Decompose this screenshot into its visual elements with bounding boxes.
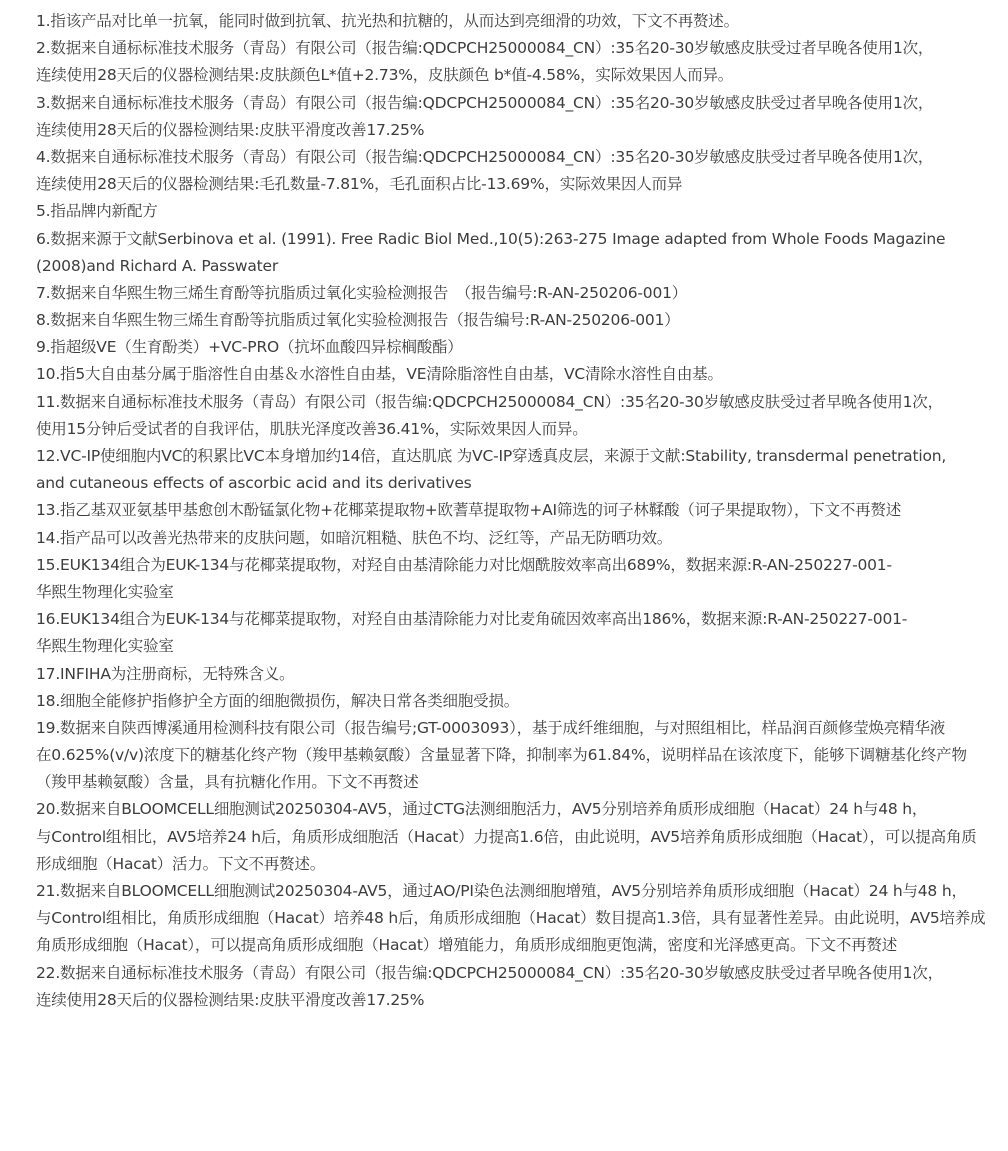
footnote-line: 13.指乙基双亚氨基甲基愈创木酚锰氯化物+花椰菜提取物+欧蓍草提取物+AI筛选的诃子林鞣酸（诃子果提取物），下文不再赘述 (36, 501, 902, 520)
footnote-line: 连续使用28天后的仪器检测结果:皮肤平滑度改善17.25% (36, 120, 425, 139)
footnote-line: 连续使用28天后的仪器检测结果:皮肤平滑度改善17.25% (36, 990, 425, 1009)
footnote-line: 2.数据来自通标标准技术服务（青岛）有限公司（报告编:QDCPCH25000084_CN）:35名20-30岁敏感皮肤受过者早晚各使用1次， (36, 39, 934, 58)
footnote-line: 15.EUK134组合为EUK-134与花椰菜提取物，对羟自由基清除能力对比烟酰胺效率高出689%，数据来源:R-AN-250227-001- (36, 555, 892, 574)
footnote-line: 角质形成细胞（Hacat），可以提高角质形成细胞（Hacat）增殖能力，角质形成细胞更饱满，密度和光泽感更高。下文不再赘述 (36, 936, 898, 955)
footnote-line: 使用15分钟后受试者的自我评估，肌肤光泽度改善36.41%，实际效果因人而异。 (36, 419, 588, 438)
footnote-line: 9.指超级VE（生育酚类）+VC-PRO（抗坏血酸四异棕榈酸酯） (36, 338, 463, 357)
footnote-line: 华熙生物理化实验室 (36, 637, 174, 656)
footnote-line: 19.数据来自陕西博溪通用检测科技有限公司（报告编号;GT-0003093），基于成纤维细胞，与对照组相比，样品润百颜修莹焕亮精华液 (36, 718, 946, 737)
footnote-line: 在0.625%(v/v)浓度下的糖基化终产物（羧甲基赖氨酸）含量显著下降，抑制率为61.84%，说明样品在该浓度下，能够下调糖基化终产物 (36, 746, 967, 765)
footnote-line: 形成细胞（Hacat）活力。下文不再赘述。 (36, 854, 326, 873)
footnote-line: 17.INFIHA为注册商标，无特殊含义。 (36, 664, 295, 683)
footnote-line: 16.EUK134组合为EUK-134与花椰菜提取物，对羟自由基清除能力对比麦角硫因效率高出186%，数据来源:R-AN-250227-001- (36, 610, 908, 629)
footnote-line: 18.细胞全能修护指修护全方面的细胞微损伤，解决日常各类细胞受损。 (36, 691, 520, 710)
footnote-line: 华熙生物理化实验室 (36, 582, 174, 601)
footnote-line: 8.数据来自华熙生物三烯生育酚等抗脂质过氧化实验检测报告（报告编号:R-AN-250206-001） (36, 311, 680, 330)
footnote-line: 4.数据来自通标标准技术服务（青岛）有限公司（报告编:QDCPCH25000084_CN）:35名20-30岁敏感皮肤受过者早晚各使用1次， (36, 147, 934, 166)
footnotes-list (36, 8, 986, 1014)
footnote-line: 连续使用28天后的仪器检测结果:皮肤颜色L*值+2.73%，皮肤颜色 b*值-4.58%，实际效果因人而异。 (36, 66, 734, 85)
footnote-line: 6.数据来源于文献Serbinova et al. (1991). Free Radic Biol Med.,10(5):263-275 Image adapted from Whole Foods Magazine (36, 229, 946, 248)
footnote-line: 5.指品牌内新配方 (36, 202, 158, 221)
footnote-line: 20.数据来自BLOOMCELL细胞测试20250304-AV5，通过CTG法测细胞活力，AV5分别培养角质形成细胞（Hacat）24 h与48 h， (36, 800, 928, 819)
footnote-line: and cutaneous effects of ascorbic acid and its derivatives (36, 474, 472, 493)
footnote-line: 10.指5大自由基分属于脂溶性自由基＆水溶性自由基，VE清除脂溶性自由基，VC清除水溶性自由基。 (36, 365, 723, 384)
footnote-line: 与Control组相比，AV5培养24 h后，角质形成细胞活（Hacat）力提高1.6倍，由此说明，AV5培养角质形成细胞（Hacat），可以提高角质 (36, 827, 977, 846)
footnote-line: (2008)and Richard A. Passwater (36, 256, 279, 275)
footnote-line: 1.指该产品对比单一抗氧，能同时做到抗氧、抗光热和抗糖的，从而达到亮细滑的功效，下文不再赘述。 (36, 12, 739, 30)
footnote-line: 14.指产品可以改善光热带来的皮肤问题，如暗沉粗糙、肤色不均、泛红等，产品无防晒功效。 (36, 528, 673, 547)
footnote-line: 与Control组相比，角质形成细胞（Hacat）培养48 h后，角质形成细胞（Hacat）数目提高1.3倍，具有显著性差异。由此说明，AV5培养成 (36, 909, 986, 928)
footnote-line: 3.数据来自通标标准技术服务（青岛）有限公司（报告编:QDCPCH25000084_CN）:35名20-30岁敏感皮肤受过者早晚各使用1次， (36, 93, 934, 112)
footnote-line: 7.数据来自华熙生物三烯生育酚等抗脂质过氧化实验检测报告 （报告编号:R-AN-250206-001） (36, 283, 688, 302)
footnote-line: 连续使用28天后的仪器检测结果:毛孔数量-7.81%，毛孔面积占比-13.69%，实际效果因人而异 (36, 175, 683, 194)
footnote-line: 22.数据来自通标标准技术服务（青岛）有限公司（报告编:QDCPCH25000084_CN）:35名20-30岁敏感皮肤受过者早晚各使用1次， (36, 963, 943, 982)
footnote-line: 11.数据来自通标标准技术服务（青岛）有限公司（报告编:QDCPCH25000084_CN）:35名20-30岁敏感皮肤受过者早晚各使用1次， (36, 392, 943, 411)
footnote-line: 12.VC-IP使细胞内VC的积累比VC本身增加约14倍，直达肌底 为VC-IP穿透真皮层，来源于文献:Stability, transdermal penetration, (36, 447, 947, 465)
footnote-line: （羧甲基赖氨酸）含量，具有抗糖化作用。下文不再赘述 (36, 773, 419, 792)
footnote-line: 21.数据来自BLOOMCELL细胞测试20250304-AV5，通过AO/PI染色法测细胞增殖，AV5分别培养角质形成细胞（Hacat）24 h与48 h， (36, 882, 967, 900)
